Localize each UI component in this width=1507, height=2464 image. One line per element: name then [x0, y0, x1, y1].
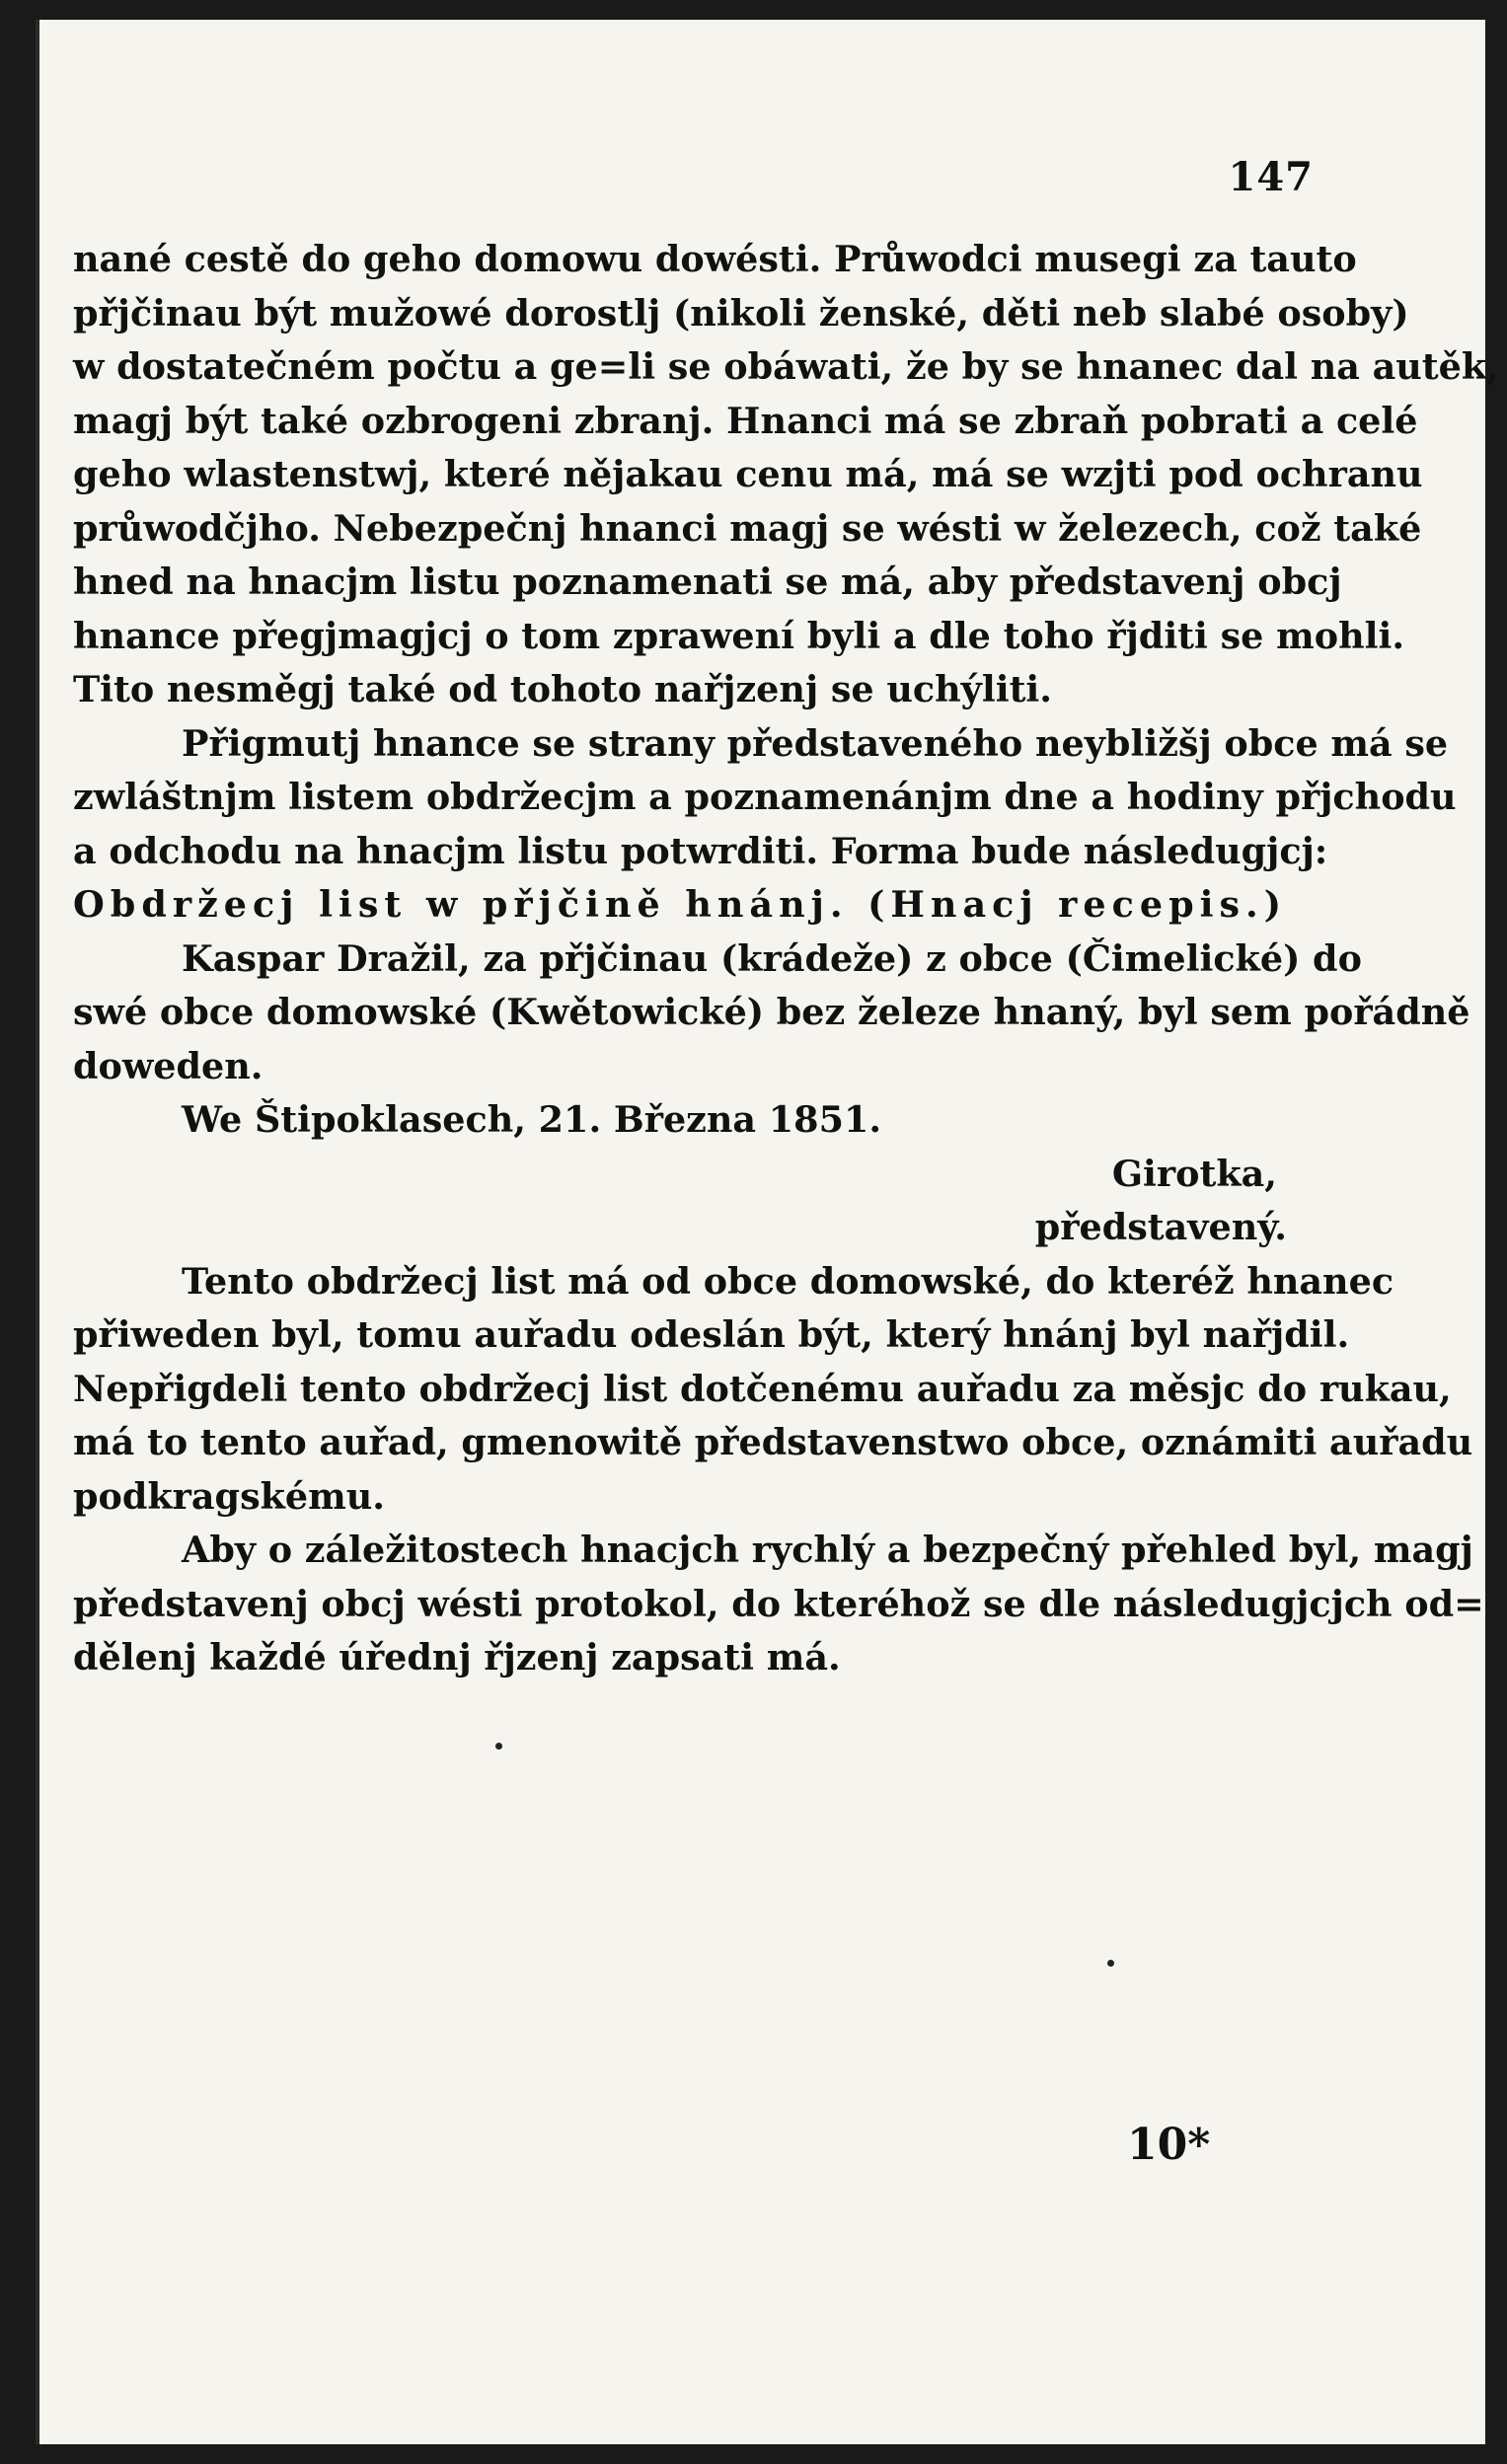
text-line: zwláštnjm listem obdržecjm a poznamenánjm dne a hodiny přjchodu	[73, 776, 1457, 818]
print-speck	[1107, 1960, 1114, 1967]
text-line: a odchodu na hnacjm listu potwrditi. Forma bude následugjcj:	[73, 829, 1328, 872]
text-line: hned na hnacjm listu poznamenati se má, aby představenj obcj	[73, 560, 1342, 603]
place-date: We Štipoklasech, 21. Března 1851.	[182, 1098, 882, 1141]
text-line: nané cestě do geho domowu dowésti. Průwodci musegi za tauto	[73, 238, 1357, 280]
form-heading: Obdržecj list w přjčině hnánj. (Hnacj recepis.)	[73, 883, 1287, 926]
text-line: dělenj každé úřednj řjzenj zapsati má.	[73, 1636, 841, 1679]
text-line: má to tento auřad, gmenowitě představenstwo obce, oznámiti auřadu	[73, 1421, 1473, 1463]
signature-name: Girotka,	[1111, 1152, 1277, 1195]
text-line: Nepřigdeli tento obdržecj list dotčenému auřadu za měsjc do rukau,	[73, 1367, 1452, 1410]
text-line: swé obce domowské (Kwětowické) bez železe hnaný, byl sem pořádně	[73, 991, 1470, 1033]
text-line: Tito nesměgj také od tohoto nařjzenj se uchýliti.	[73, 668, 1053, 710]
signature-title: představený.	[1034, 1206, 1287, 1248]
text-line: přjčinau být mužowé dorostlj (nikoli ženské, děti neb slabé osoby)	[73, 291, 1409, 335]
signature-mark: 10*	[1127, 2120, 1211, 2170]
text-line: hnance přegjmagjcj o tom zprawení byli a dle toho řjditi se mohli.	[73, 614, 1405, 657]
body-text	[73, 233, 1499, 1685]
text-line: podkragskému.	[73, 1474, 386, 1518]
text-line: průwodčjho. Nebezpečnj hnanci magj se wésti w železech, což také	[73, 506, 1422, 550]
text-line: přiweden byl, tomu auřadu odeslán být, který hnánj byl nařjdil.	[73, 1313, 1350, 1356]
text-line: představenj obcj wésti protokol, do kteréhož se dle následugjcjch od=	[73, 1582, 1484, 1625]
text-line: Tento obdržecj list má od obce domowské, do kteréž hnanec	[182, 1259, 1394, 1303]
text-line: Kaspar Dražil, za přjčinau (krádeže) z obce (Čimelické) do	[182, 936, 1362, 980]
page-number: 147	[1228, 154, 1314, 200]
text-line: magj být také ozbrogeni zbranj. Hnanci má se zbraň pobrati a celé	[73, 399, 1418, 442]
text-line: Aby o záležitostech hnacjch rychlý a bezpečný přehled byl, magj	[182, 1529, 1473, 1571]
text-line: Přigmutj hnance se strany představeného neybližšj obce má se	[182, 721, 1449, 765]
text-line: w dostatečném počtu a ge=li se obáwati, že by se hnanec dal na autěk,	[73, 345, 1499, 388]
print-speck	[495, 1743, 502, 1750]
text-line: geho wlastenstwj, které nějakau cenu má, má se wzjti pod ochranu	[73, 453, 1423, 495]
text-line: doweden.	[73, 1044, 264, 1087]
